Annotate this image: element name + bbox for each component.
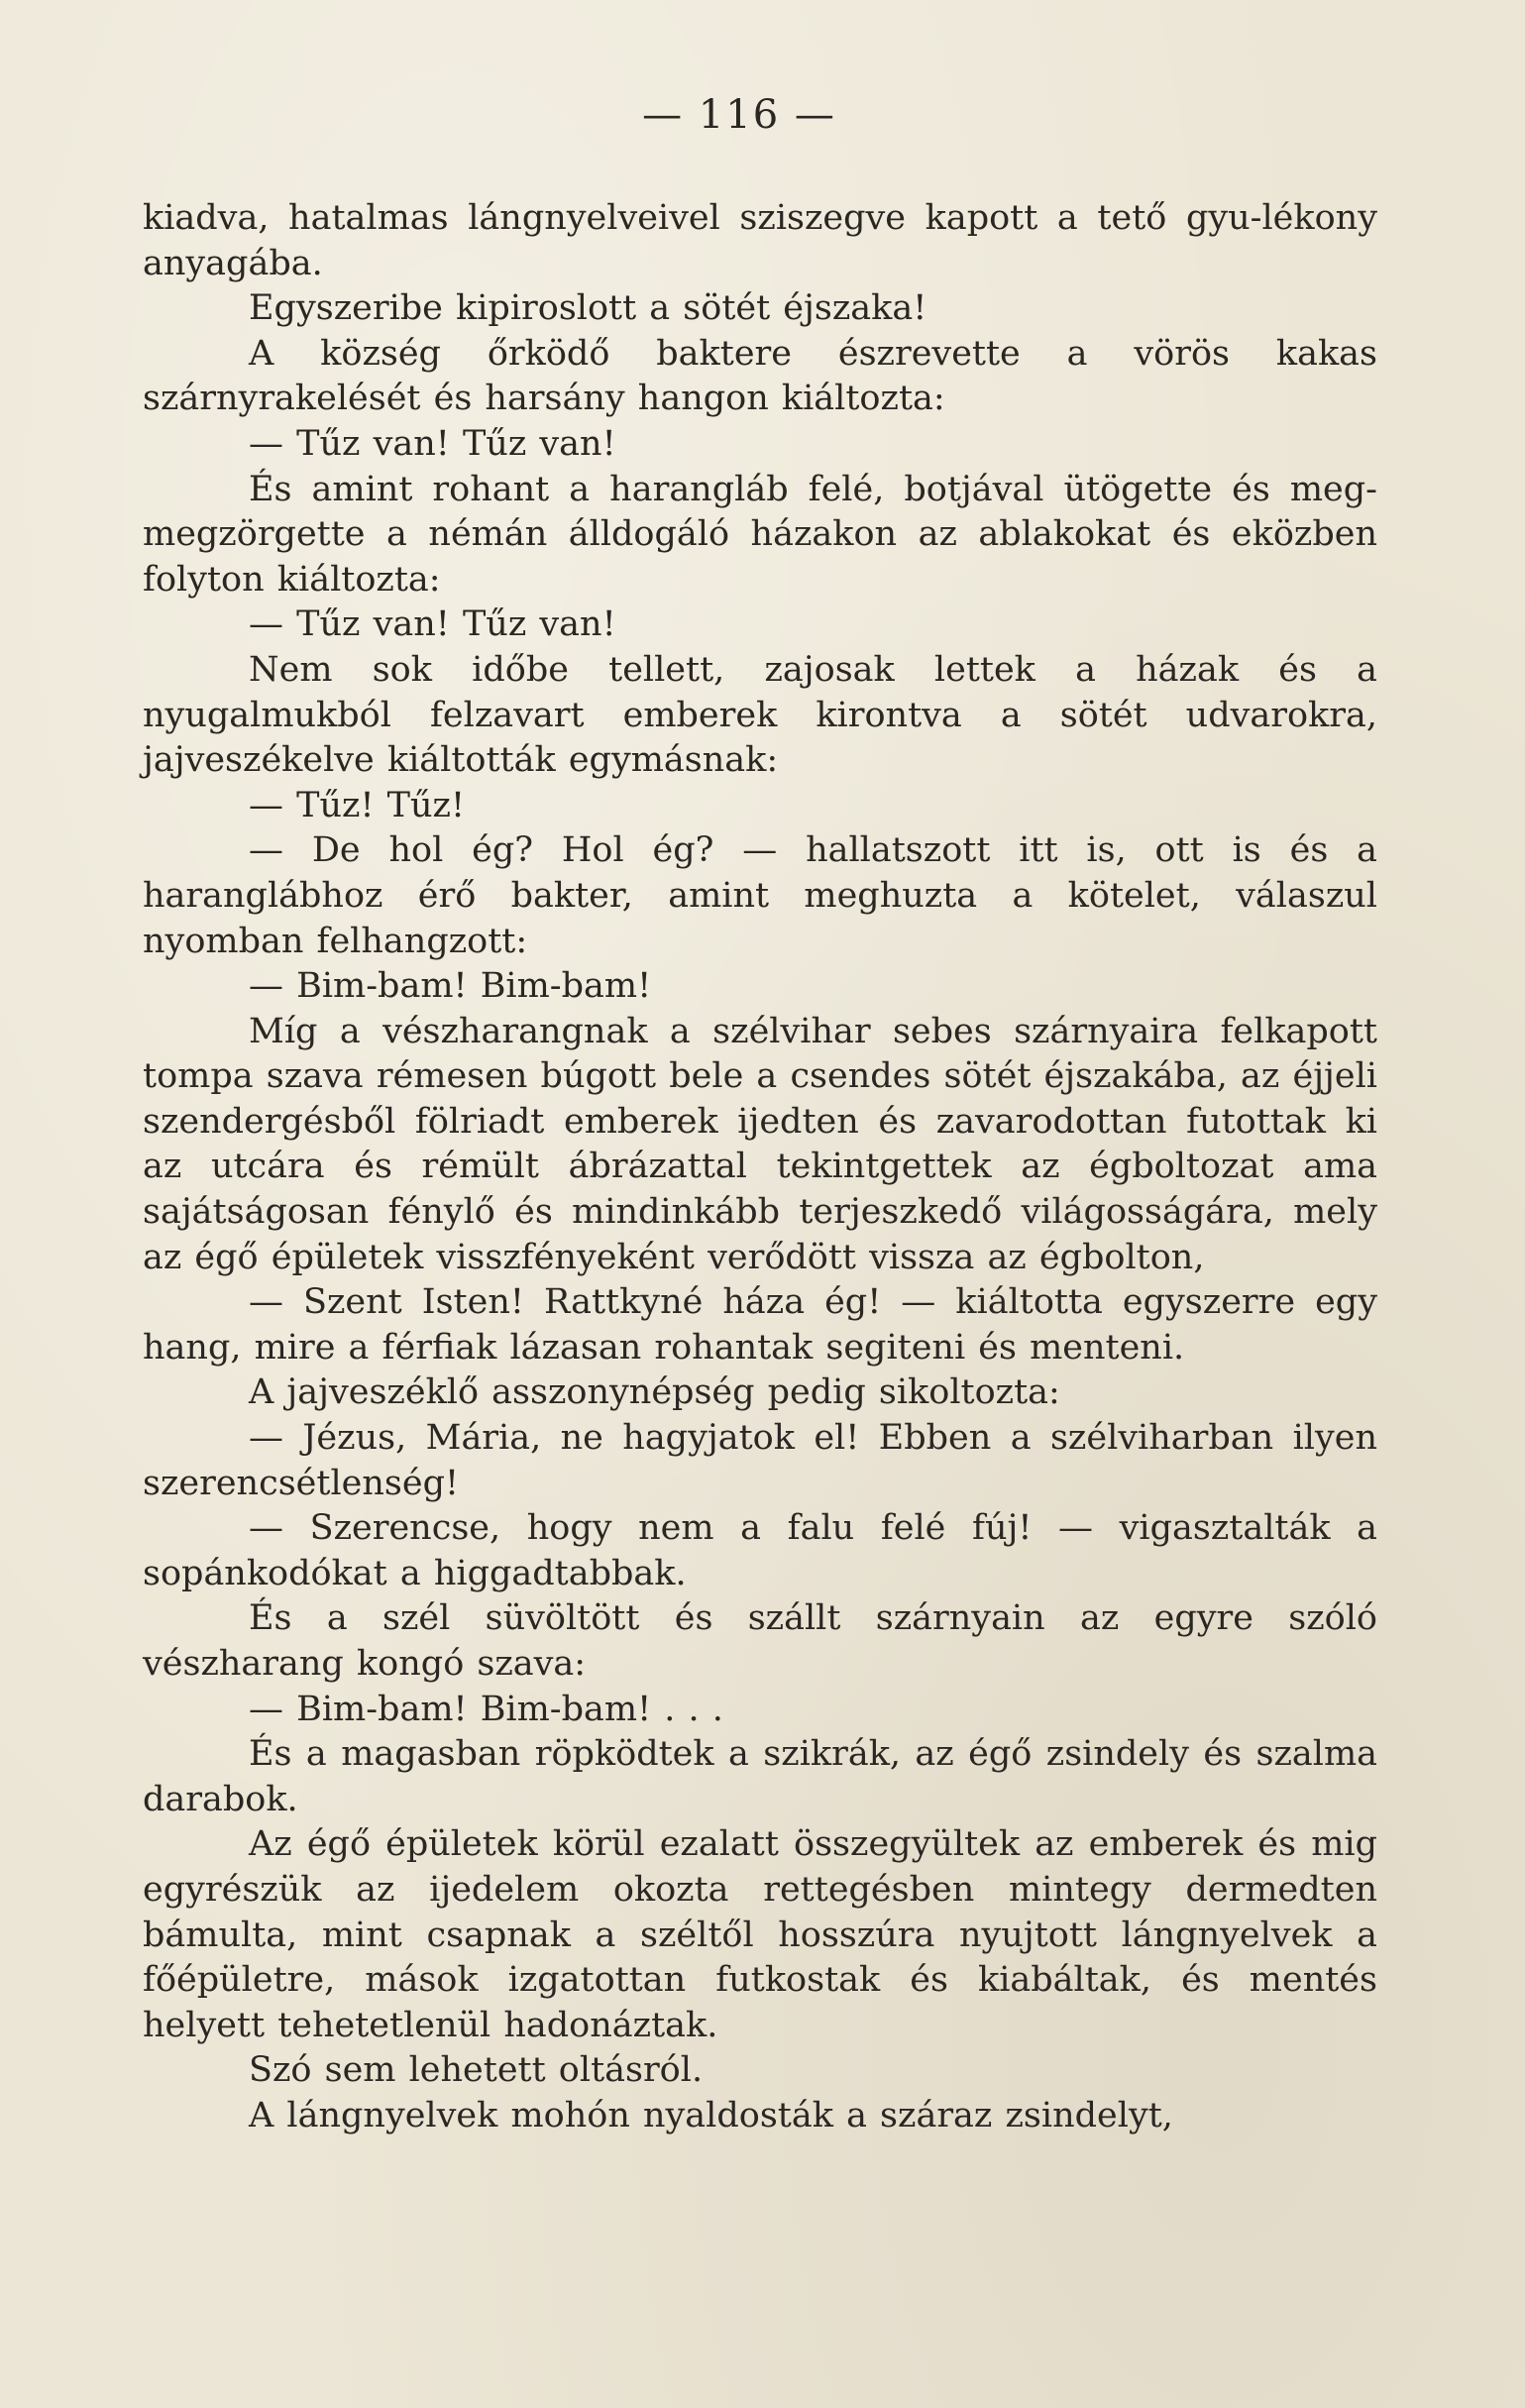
paragraph: Míg a vészharangnak a szélvihar sebes szárnyaira felkapott tompa szava rémesen búgott bele a csendes sötét éjszakába, az éjjeli szendergésből fölriadt emberek ijedten és zavarodottan futottak ki az utcára és rémült ábrázattal tekintgettek az égboltozat ama sajátságosan fénylő és mindinkább terjeszkedő világosságára, mely az égő épületek visszfényeként verődött vissza az égbolton, bbox=[143, 1011, 1377, 1277]
paragraph: És amint rohant a harangláb felé, botjával ütögette és meg-megzörgette a némán álldogáló házakon az ablakokat és eközben folyton kiáltozta: bbox=[143, 469, 1377, 600]
paragraph: A lángnyelvek mohón nyaldosták a száraz zsindelyt, bbox=[249, 2095, 1173, 2135]
dialogue-line: — Tűz van! Tűz van! bbox=[249, 423, 616, 464]
paragraph: kiadva, hatalmas lángnyelveivel sziszegve kapott a tető gyu-lékony anyagába. bbox=[143, 198, 1377, 283]
dialogue-line: — Jézus, Mária, ne hagyjatok el! Ebben a szélviharban ilyen szerencsétlenség! bbox=[143, 1418, 1377, 1503]
dialogue-line: — Bim-bam! Bim-bam! bbox=[249, 966, 652, 1007]
dialogue-line: — Tűz! Tűz! bbox=[249, 785, 466, 825]
paragraph: És a szél süvöltött és szállt szárnyain az egyre szóló vészharang kongó szava: bbox=[143, 1598, 1377, 1684]
paragraph: Egyszeribe kipiroslott a sötét éjszaka! bbox=[249, 288, 927, 329]
dialogue-line: — Tűz van! Tűz van! bbox=[249, 604, 616, 645]
paragraph: És a magasban röpködtek a szikrák, az égő zsindely és szalma darabok. bbox=[143, 1734, 1377, 1819]
dialogue-line: — Szent Isten! Rattkyné háza ég! — kiáltotta egyszerre egy hang, mire a férfiak lázasan rohantak segiteni és menteni. bbox=[143, 1282, 1377, 1368]
paragraph: Szó sem lehetett oltásról. bbox=[249, 2050, 704, 2091]
dialogue-line: — Szerencse, hogy nem a falu felé fúj! — vigasztalták a sopánkodókat a higgadtabbak. bbox=[143, 1508, 1377, 1593]
dialogue-line: — Bim-bam! Bim-bam! . . . bbox=[249, 1689, 723, 1729]
dialogue-line: — De hol ég? Hol ég? — hallatszott itt is, ott is és a haranglábhoz érő bakter, amint meghuzta a kötelet, válaszul nyomban felhangzott: bbox=[143, 830, 1377, 961]
paragraph: Nem sok időbe tellett, zajosak lettek a házak és a nyugalmukból felzavart emberek kirontva a sötét udvarokra, jajveszékelve kiáltották egymásnak: bbox=[143, 649, 1377, 781]
paragraph: A község őrködő baktere észrevette a vörös kakas szárnyrakelését és harsány hangon kiáltozta: bbox=[143, 333, 1377, 419]
paragraph: A jajveszéklő asszonynépség pedig sikoltozta: bbox=[249, 1372, 1060, 1413]
book-page bbox=[143, 91, 1377, 2139]
paragraph: Az égő épületek körül ezalatt összegyültek az emberek és mig egyrészük az ijedelem okozta rettegésben mintegy dermedten bámulta, mint csapnak a széltől hosszúra nyujtott lángnyelvek a főépületre, mások izgatottan futkostak és kiabáltak, és mentés helyett tehetetlenül hadonáztak. bbox=[143, 1824, 1377, 2045]
page-number: — 116 — bbox=[642, 92, 836, 138]
body-text bbox=[143, 196, 1377, 2139]
